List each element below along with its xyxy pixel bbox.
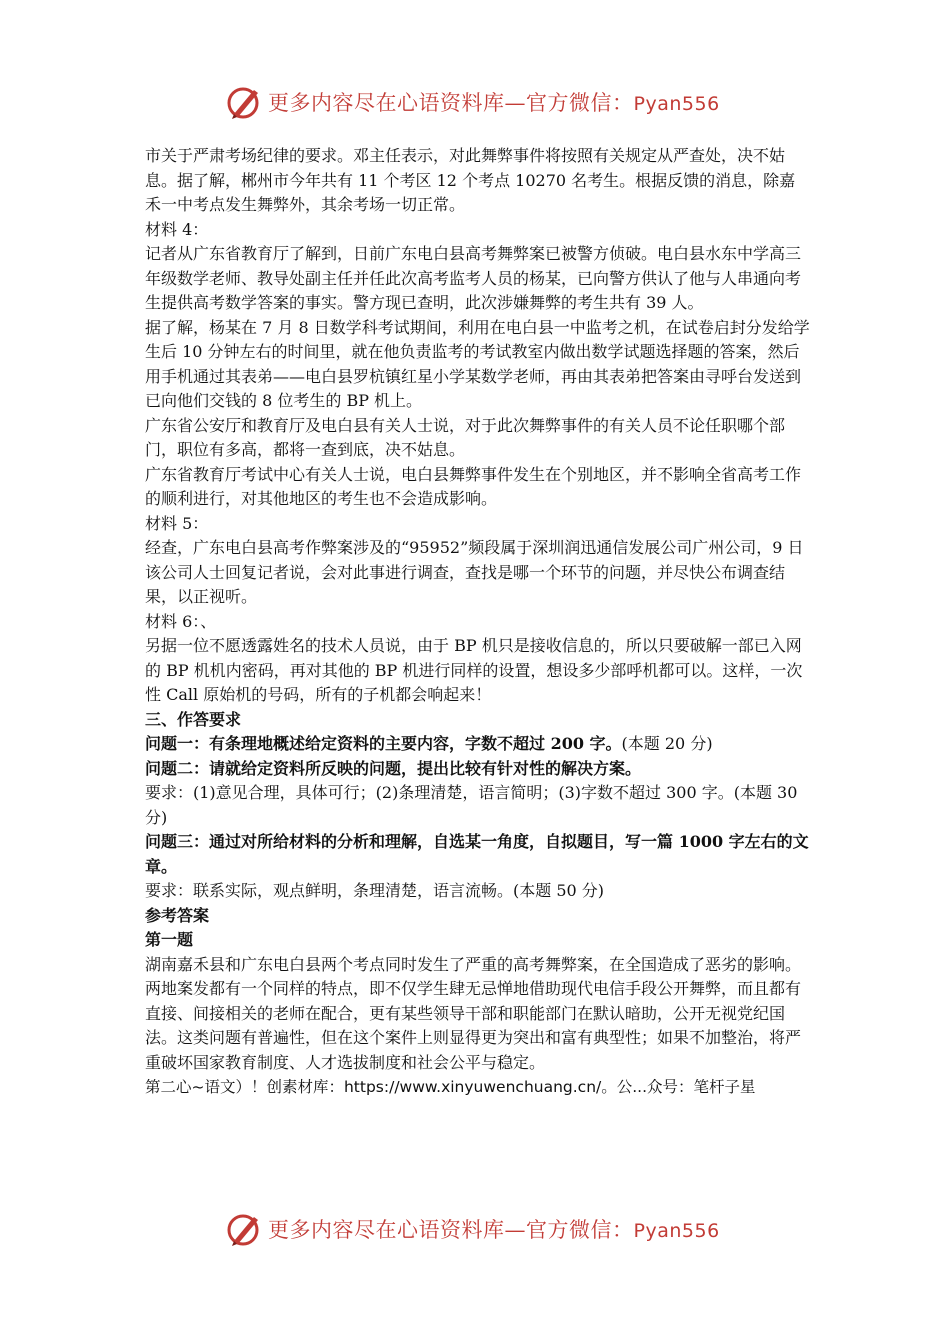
paragraph: 经查，广东电白县高考作弊案涉及的“95952”频段属于深圳润迅通信发展公司广州公司，9 日该公司人士回复记者说，会对此事进行调查，查找是哪一个环节的问题，并尽快公布调查结果，以正视听。: [145, 538, 804, 606]
paragraph: 记者从广东省教育厅了解到，日前广东电白县高考舞弊案已被警方侦破。电白县水东中学高三年级数学老师、教导处副主任并任此次高考监考人员的杨某，已向警方供认了他与人串通向考生提供高考数学答案的事实。警方现已查明，此次涉嫌舞弊的考生共有 39 人。: [145, 244, 802, 312]
answer-1-paragraph: 湖南嘉禾县和广东电白县两个考点同时发生了严重的高考舞弊案，在全国造成了恶劣的影响。两地案发都有一个同样的特点，即不仅学生肆无忌惮地借助现代电信手段公开舞弊，而且都有直接、间接相关的老师在配合，更有某些领导干部和职能部门在默认暗助，公开无视党纪国法。这类问题有普遍性，但在这个案件上则显得更为突出和富有典型性；如果不加整治，将严重破坏国家教育制度、人才选拔制度和社会公平与稳定。: [145, 954, 802, 1072]
question-3-requirement: 要求：联系实际，观点鲜明，条理清楚，语言流畅。(本题 50 分): [145, 881, 605, 900]
paragraph: 广东省教育厅考试中心有关人士说，电白县舞弊事件发生在个别地区，并不影响全省高考工作的顺利进行，对其他地区的考生也不会造成影响。: [145, 464, 802, 508]
paragraph: 据了解，杨某在 7 月 8 日数学科考试期间，利用在电白县一中监考之机，在试卷启封分发给学生后 10 分钟左右的时间里，就在他负责监考的考试教室内做出数学试题选择题的答案，然后用手机通过其表弟——电白县罗杭镇红星小学某数学老师，再由其表弟把答案由寻呼台发送到已向他们交钱的 8 位考生的 BP 机上。: [145, 317, 810, 410]
document-body: [145, 144, 810, 1100]
material-6-label: 材料 6：、: [145, 611, 217, 631]
footer-source-line: 第二心~语文）！创素材库：https://www.xinyuwenchuang.cn/。公...众号：笔杆子星: [145, 1078, 756, 1096]
question-2-requirement: 要求：(1)意见合理，具体可行；(2)条理清楚，语言简明；(3)字数不超过 300 字。(本题 30 分): [145, 783, 798, 827]
pen-logo-icon: [226, 1211, 262, 1247]
banner-text: 更多内容尽在心语资料库—官方微信：Pyan556: [268, 1218, 720, 1242]
paragraph: 另据一位不愿透露姓名的技术人员说，由于 BP 机只是接收信息的，所以只要破解一部已入网的 BP 机机内密码，再对其他的 BP 机进行同样的设置，想设多少部呼机都可以。这样，一次性 Call 原始机的号码，所有的子机都会响起来！: [145, 636, 803, 704]
section-heading: 三、作答要求: [145, 709, 242, 729]
material-4-label: 材料 4：: [145, 219, 209, 239]
footer-banner: [226, 1209, 726, 1249]
material-5-label: 材料 5：: [145, 513, 209, 533]
paragraph-continuation: 市关于严肃考场纪律的要求。邓主任表示，对此舞弊事件将按照有关规定从严查处，决不姑息。据了解，郴州市今年共有 11 个考区 12 个考点 10270 名考生。根据反馈的消息，除嘉禾一中考点发生舞弊外，其余考场一切正常。: [145, 146, 796, 214]
answer-1-heading: 第一题: [145, 930, 194, 949]
paragraph: 广东省公安厅和教育厅及电白县有关人士说，对于此次舞弊事件的有关人员不论任职哪个部门，职位有多高，都将一查到底，决不姑息。: [145, 415, 786, 459]
question-2: 问题二：请就给定资料所反映的问题，提出比较有针对性的解决方案。: [145, 758, 642, 778]
question-3: 问题三：通过对所给材料的分析和理解，自选某一角度，自拟题目，写一篇 1000 字左右的文章。: [145, 832, 809, 876]
answer-heading: 参考答案: [145, 905, 210, 925]
question-1: 问题一：有条理地概述给定资料的主要内容，字数不超过 200 字。(本题 20 分): [145, 734, 713, 753]
header-banner: [226, 82, 726, 122]
pen-logo-icon: [226, 84, 262, 120]
banner-text: 更多内容尽在心语资料库—官方微信：Pyan556: [268, 91, 720, 115]
